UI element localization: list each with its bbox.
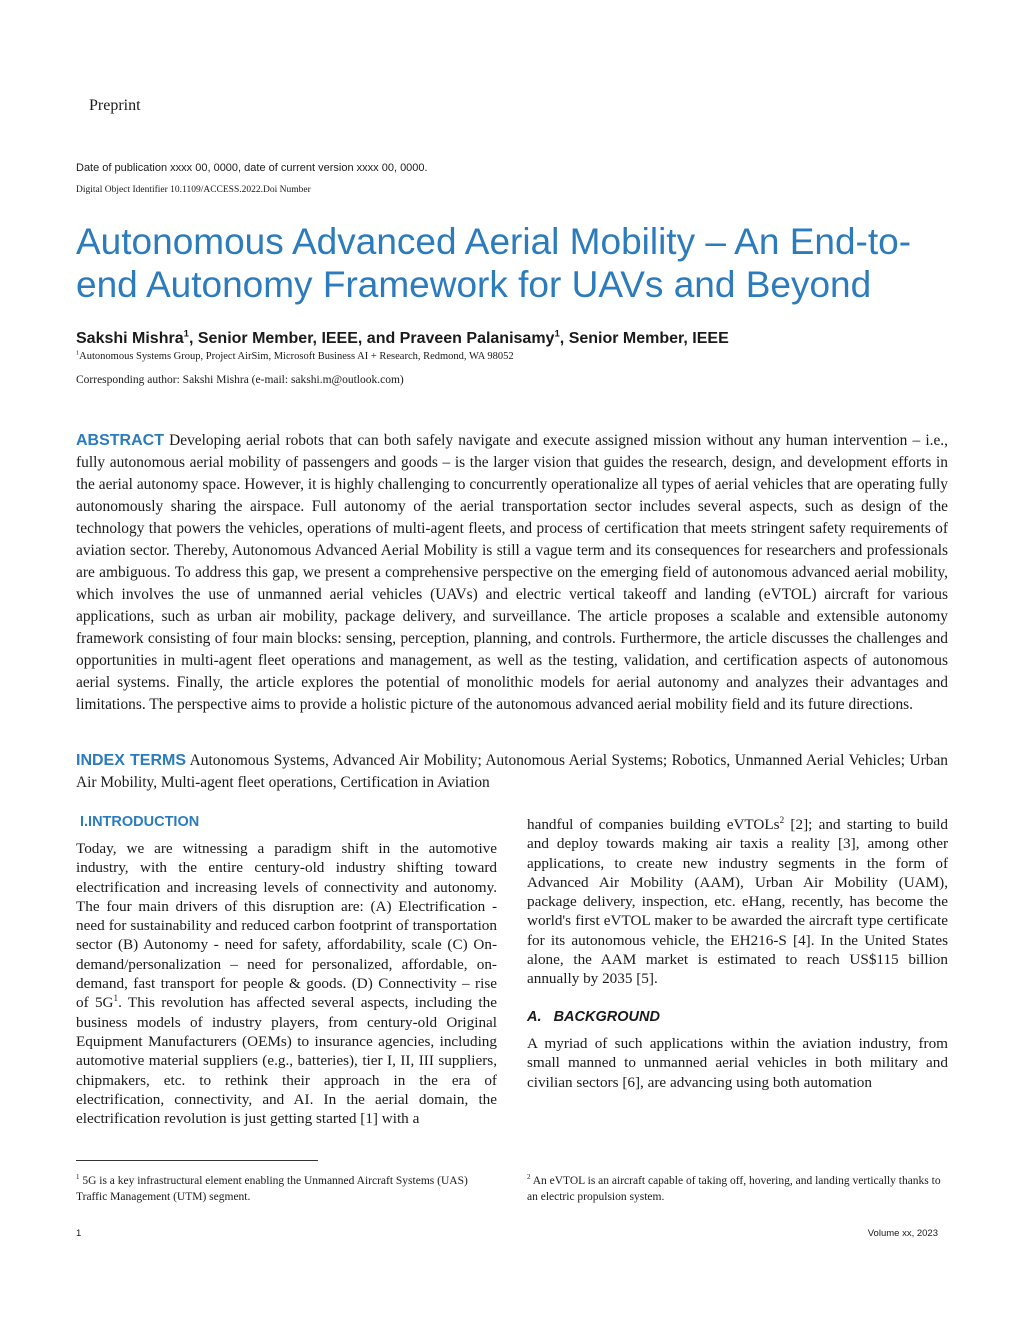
text: Today, we are witnessing a paradigm shift in the automotive industry, with the entire century-old industry shifting toward electrification and increasing levels of connectivity and autonomy. The four main drivers of this disruption are: (A) Electrification - need for sustainability and reduced carbon footprint of transportation sector (B) Autonomy - need for safety, affordability, scale (C) On-demand/personalization – need for personalized, affordable, on-demand, fast transport for people & goods. (D) Connectivity – rise of 5G <box>76 840 497 1012</box>
footnote-mark: 2 <box>779 814 785 825</box>
footnote-2 <box>527 1174 948 1205</box>
preprint-label: Preprint <box>89 97 141 114</box>
section-heading-introduction: I.INTRODUCTION <box>80 814 200 830</box>
text: An eVTOL is an aircraft capable of taking off, hovering, and landing vertically thanks to an electric propulsion system. <box>527 1175 941 1203</box>
footnote-mark: 1 <box>76 1174 80 1182</box>
abstract-text: Developing aerial robots that can both safely navigate and execute assigned mission without any human intervention – i.e., fully autonomous aerial mobility of passengers and goods – is the larger vision that guides the research, design, and development efforts in the aerial autonomy space. However, it is highly challenging to concurrently operationalize all types of aerial vehicles that are operating fully autonomously sharing the airspace. Full autonomy of the aerial transportation sector includes several aspects, such as design of the technology that powers the vehicles, operations of multi-agent fleets, and process of certification that meets stringent safety requirements of aviation sector. Thereby, Autonomous Advanced Aerial Mobility is still a vague term and its consequences for researchers and professionals are ambiguous. To address this gap, we present a comprehensive perspective on the emerging field of autonomous advanced aerial mobility, which involves the use of unmanned aerial vehicles (UAVs) and electric vertical takeoff and landing (eVTOL) aircraft for various applications, such as urban air mobility, package delivery, and surveillance. The article proposes a scalable and extensible autonomy framework consisting of four main blocks: sensing, perception, planning, and controls. Furthermore, the article discusses the challenges and opportunities in multi-agent fleet operations and management, as well as the testing, validation, and certification aspects of autonomous aerial systems. Finally, the article explores the potential of monolithic models for aerial autonomy and analyzes their advantages and limitations. The perspective aims to provide a holistic picture of the autonomous advanced aerial mobility field and its future directions. <box>76 432 948 713</box>
affil-mark: 1 <box>554 328 560 340</box>
text: handful of companies building eVTOLs <box>527 816 780 833</box>
intro-paragraph-left <box>76 839 497 1128</box>
footnote-1 <box>76 1174 497 1205</box>
author-1: Sakshi Mishra <box>76 330 184 347</box>
text: 5G is a key infrastructural element enabling the Unmanned Aircraft Systems (UAS) Traffic Management (UTM) segment. <box>76 1175 468 1203</box>
affil-mark: 1 <box>183 328 189 340</box>
text: [2]; and starting to build and deploy towards making air taxis a reality [3], among other applications, to create new industry segments in the form of Advanced Air Mobility (AAM), Urban Air Mobility (UAM), package delivery, inspection, etc. eHang, recently, has become the world's first eVTOL maker to be awarded the aircraft type certificate for its autonomous vehicle, the EH216-S [4]. In the United States alone, the AAM market is estimated to reach US$115 billion annually by 2035 [5]. <box>527 816 948 988</box>
affiliation <box>76 351 514 362</box>
index-terms <box>76 750 948 794</box>
index-terms-text: Autonomous Systems, Advanced Air Mobility; Autonomous Aerial Systems; Robotics, Unmanned Aerial Vehicles; Urban Air Mobility, Multi-agent fleet operations, Certification in Aviation <box>76 752 948 791</box>
text: . This revolution has affected several aspects, including the business models of industry players, from century-old Original Equipment Manufacturers (OEMs) to insurance agencies, including automotive material suppliers (e.g., batteries), tier I, II, III suppliers, chipmakers, etc. to rethink their approach in the era of electrification, connectivity, and AI. In the aerial domain, the electrification revolution is just getting started [1] with a <box>76 994 497 1128</box>
authors <box>76 330 729 348</box>
publication-date: Date of publication xxxx 00, 0000, date of current version xxxx 00, 0000. <box>76 162 428 174</box>
abstract-label: ABSTRACT <box>76 432 164 449</box>
corresponding-author: Corresponding author: Sakshi Mishra (e-mail: sakshi.m@outlook.com) <box>76 374 404 386</box>
doi: Digital Object Identifier 10.1109/ACCESS.2022.Doi Number <box>76 185 311 195</box>
background-paragraph: A myriad of such applications within the aviation industry, from small manned to unmanned aerial vehicles in both military and civilian sectors [6], are advancing using both automation <box>527 1035 948 1091</box>
footnote-mark: 2 <box>527 1174 531 1182</box>
footnote-divider <box>76 1160 318 1161</box>
paper-title: Autonomous Advanced Aerial Mobility – An End-to-end Autonomy Framework for UAVs and Beyond <box>76 221 912 305</box>
affil-mark: 1 <box>76 349 80 357</box>
author-2: , Senior Member, IEEE, and Praveen Palanisamy <box>188 330 555 347</box>
subsection-heading-background: A. BACKGROUND <box>527 1009 660 1025</box>
page-number: 1 <box>76 1228 82 1239</box>
author-2-role: , Senior Member, IEEE <box>559 330 729 347</box>
affiliation-text: Autonomous Systems Group, Project AirSim, Microsoft Business AI + Research, Redmond, WA 98052 <box>79 351 514 362</box>
abstract <box>76 430 948 716</box>
index-terms-label: INDEX TERMS <box>76 752 187 769</box>
volume-label: Volume xx, 2023 <box>867 1228 938 1239</box>
intro-paragraph-right <box>527 815 948 989</box>
footnote-mark: 1 <box>113 993 119 1004</box>
